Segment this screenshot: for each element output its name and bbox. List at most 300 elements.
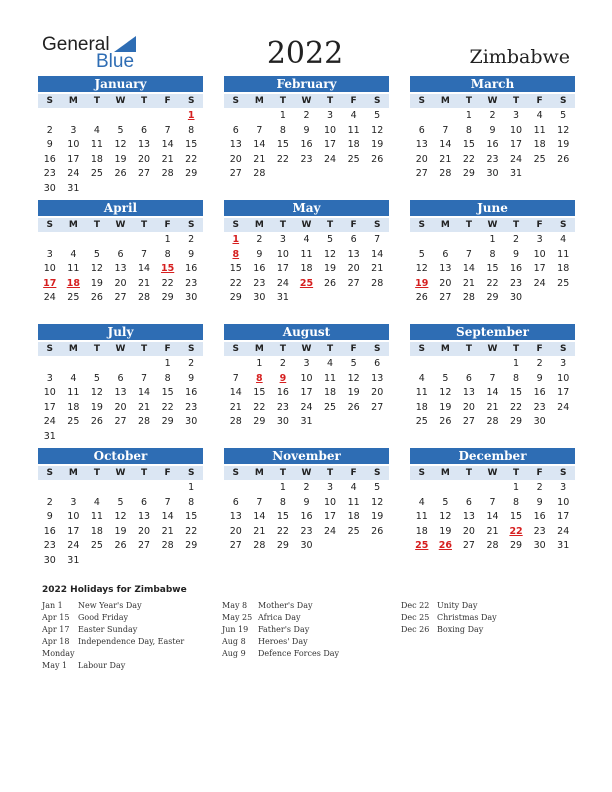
- day-cell: 27: [371, 401, 384, 413]
- day-cell: 12: [439, 387, 452, 399]
- day-cell: 24: [67, 540, 80, 552]
- empty-day-cell: [109, 481, 133, 496]
- weekday-label: W: [301, 468, 312, 478]
- empty-day-cell: [62, 357, 86, 372]
- day-cell: 4: [560, 234, 567, 245]
- day-cell: 16: [43, 525, 56, 537]
- weekday-label: M: [254, 96, 264, 106]
- holiday-date: Jun 19: [222, 625, 249, 634]
- day-cell: 29: [253, 416, 266, 428]
- day-cell: 28: [161, 540, 174, 552]
- weekday-label: S: [418, 96, 426, 106]
- month-may: [224, 200, 389, 306]
- day-cell: 9: [46, 511, 53, 523]
- day-cell: 6: [117, 372, 124, 384]
- weekday-label: T: [465, 96, 472, 106]
- month-march: [410, 76, 575, 182]
- day-cell: 28: [253, 168, 266, 180]
- holiday-date: Apr 18: [42, 637, 70, 646]
- day-cell: 26: [557, 153, 570, 165]
- day-cell: 5: [442, 372, 449, 384]
- day-cell: 11: [300, 248, 313, 260]
- day-cell: 1: [256, 358, 263, 369]
- day-cell: 28: [439, 168, 452, 180]
- day-cell: 11: [90, 511, 103, 523]
- day-cell: 26: [371, 153, 384, 165]
- day-cell: 24: [557, 525, 570, 537]
- day-cell: 13: [114, 263, 127, 275]
- day-cell: 17: [300, 387, 313, 399]
- page-title-year: 2022: [266, 36, 344, 71]
- day-cell: 29: [161, 416, 174, 428]
- day-cell: 8: [279, 496, 286, 508]
- day-cell: 17: [324, 511, 337, 523]
- weekday-label: F: [164, 96, 171, 106]
- day-cell: 17: [557, 387, 570, 399]
- day-cell: 3: [70, 124, 77, 136]
- empty-day-cell: [410, 357, 434, 372]
- weekday-label: T: [465, 468, 472, 478]
- weekday-label: T: [512, 220, 520, 230]
- day-cell: 1: [513, 358, 520, 369]
- day-cell: 8: [465, 124, 472, 136]
- day-cell: 16: [43, 153, 56, 165]
- month-january: [38, 76, 203, 197]
- day-cell: 20: [229, 525, 242, 537]
- day-cell: 21: [253, 525, 266, 537]
- weekday-header: [224, 94, 389, 108]
- day-cell: 3: [303, 358, 310, 369]
- weekday-label: S: [187, 220, 195, 230]
- day-cell: 3: [560, 358, 567, 369]
- holiday-row: [401, 600, 571, 612]
- day-cell: 21: [138, 277, 151, 289]
- weekday-label: M: [440, 344, 450, 354]
- holiday-row: [401, 624, 571, 636]
- empty-day-cell: [109, 357, 133, 372]
- weekday-label: W: [487, 468, 498, 478]
- day-cell: 5: [93, 372, 100, 384]
- day-grid: [410, 233, 575, 306]
- holiday-day-cell: 18: [66, 277, 80, 289]
- day-cell: 10: [510, 124, 523, 136]
- day-cell: 24: [276, 277, 289, 289]
- day-cell: 3: [70, 496, 77, 508]
- day-cell: 29: [510, 540, 523, 552]
- day-cell: 29: [185, 540, 198, 552]
- weekday-label: F: [350, 96, 357, 106]
- day-cell: 29: [510, 416, 523, 428]
- month-title: October: [38, 448, 203, 464]
- day-cell: 16: [533, 387, 546, 399]
- weekday-label: M: [68, 96, 78, 106]
- weekday-label: F: [350, 220, 357, 230]
- holiday-column: [222, 600, 392, 660]
- weekday-label: T: [93, 468, 100, 478]
- day-cell: 6: [374, 358, 381, 369]
- day-cell: 6: [418, 124, 425, 136]
- day-cell: 24: [510, 153, 523, 165]
- holiday-row: [222, 648, 392, 660]
- day-cell: 17: [557, 511, 570, 523]
- weekday-label: M: [254, 344, 264, 354]
- weekday-label: W: [115, 96, 126, 106]
- day-cell: 20: [138, 525, 151, 537]
- day-cell: 9: [303, 496, 310, 508]
- day-cell: 29: [462, 168, 475, 180]
- empty-day-cell: [62, 481, 86, 496]
- day-cell: 21: [253, 153, 266, 165]
- weekday-label: F: [350, 344, 357, 354]
- day-cell: 22: [161, 277, 174, 289]
- day-cell: 2: [256, 234, 263, 245]
- day-cell: 3: [327, 482, 334, 493]
- day-cell: 27: [114, 292, 127, 304]
- day-cell: 16: [253, 263, 266, 275]
- day-cell: 13: [439, 263, 452, 275]
- day-grid: [410, 357, 575, 430]
- day-cell: 27: [415, 168, 428, 180]
- weekday-label: T: [140, 220, 148, 230]
- day-cell: 9: [46, 139, 53, 151]
- holiday-date: May 8: [222, 601, 248, 610]
- day-cell: 18: [557, 263, 570, 275]
- day-cell: 10: [557, 372, 570, 384]
- month-title: September: [410, 324, 575, 340]
- holiday-name: Father's Day: [258, 625, 310, 634]
- day-cell: 26: [347, 401, 360, 413]
- holiday-name: Defence Forces Day: [258, 649, 340, 658]
- day-cell: 31: [557, 540, 570, 552]
- holiday-date: Dec 25: [401, 613, 430, 622]
- holiday-name: Independence Day, Easter: [78, 637, 185, 646]
- empty-day-cell: [156, 430, 180, 445]
- day-cell: 18: [347, 139, 360, 151]
- day-cell: 23: [510, 277, 523, 289]
- weekday-label: F: [536, 344, 543, 354]
- empty-day-cell: [109, 109, 133, 124]
- month-november: [224, 448, 389, 554]
- day-cell: 10: [67, 511, 80, 523]
- weekday-label: T: [512, 96, 520, 106]
- day-cell: 1: [188, 482, 195, 493]
- day-cell: 13: [229, 511, 242, 523]
- day-cell: 6: [117, 248, 124, 260]
- empty-day-cell: [156, 481, 180, 496]
- day-cell: 25: [533, 153, 546, 165]
- day-cell: 29: [185, 168, 198, 180]
- day-grid: [224, 233, 389, 306]
- day-cell: 20: [114, 401, 127, 413]
- weekday-label: T: [326, 468, 334, 478]
- day-cell: 9: [256, 248, 263, 260]
- day-cell: 20: [229, 153, 242, 165]
- day-cell: 17: [67, 525, 80, 537]
- day-cell: 14: [229, 387, 242, 399]
- month-august: [224, 324, 389, 430]
- weekday-label: T: [279, 96, 286, 106]
- weekday-label: T: [93, 344, 100, 354]
- weekday-label: W: [301, 96, 312, 106]
- day-cell: 21: [138, 401, 151, 413]
- weekday-label: T: [140, 96, 148, 106]
- holiday-day-cell: 25: [415, 540, 429, 552]
- holiday-name: Unity Day: [437, 601, 478, 610]
- day-cell: 16: [300, 139, 313, 151]
- weekday-label: S: [373, 220, 381, 230]
- weekday-label: F: [536, 96, 543, 106]
- day-cell: 12: [439, 511, 452, 523]
- day-cell: 8: [164, 372, 171, 384]
- day-cell: 22: [253, 401, 266, 413]
- day-cell: 24: [67, 168, 80, 180]
- empty-day-cell: [38, 357, 62, 372]
- day-cell: 24: [300, 401, 313, 413]
- weekday-label: W: [487, 96, 498, 106]
- day-cell: 12: [415, 263, 428, 275]
- day-cell: 30: [253, 292, 266, 304]
- day-cell: 25: [90, 168, 103, 180]
- holiday-date: Apr 17: [42, 625, 70, 634]
- holiday-day-cell: 1: [187, 110, 195, 121]
- day-cell: 12: [324, 248, 337, 260]
- day-cell: 12: [371, 124, 384, 136]
- day-cell: 17: [67, 153, 80, 165]
- holiday-row: [222, 624, 392, 636]
- month-june: [410, 200, 575, 306]
- empty-day-cell: [318, 167, 342, 182]
- weekday-label: T: [93, 96, 100, 106]
- holiday-day-cell: 8: [256, 372, 263, 384]
- empty-day-cell: [434, 481, 458, 496]
- weekday-label: T: [279, 468, 286, 478]
- weekday-label: T: [140, 468, 148, 478]
- holiday-name: Boxing Day: [437, 625, 484, 634]
- day-cell: 21: [161, 153, 174, 165]
- day-cell: 30: [486, 168, 499, 180]
- holiday-column: [42, 600, 212, 672]
- weekday-header: [410, 466, 575, 480]
- day-cell: 2: [536, 482, 543, 493]
- holiday-day-cell: 19: [415, 277, 429, 289]
- day-cell: 20: [138, 153, 151, 165]
- empty-day-cell: [132, 182, 156, 197]
- empty-day-cell: [38, 481, 62, 496]
- weekday-header: [410, 342, 575, 356]
- empty-day-cell: [248, 481, 272, 496]
- day-cell: 25: [90, 540, 103, 552]
- day-cell: 21: [161, 525, 174, 537]
- day-cell: 17: [324, 139, 337, 151]
- day-cell: 14: [138, 263, 151, 275]
- day-cell: 26: [324, 277, 337, 289]
- day-cell: 20: [462, 525, 475, 537]
- day-cell: 19: [347, 387, 360, 399]
- empty-day-cell: [457, 357, 481, 372]
- day-cell: 23: [43, 540, 56, 552]
- day-cell: 7: [141, 372, 148, 384]
- day-cell: 18: [533, 139, 546, 151]
- day-cell: 20: [439, 277, 452, 289]
- day-cell: 5: [117, 496, 124, 508]
- day-cell: 28: [138, 416, 151, 428]
- day-cell: 26: [439, 416, 452, 428]
- weekday-label: S: [232, 468, 240, 478]
- empty-day-cell: [85, 109, 109, 124]
- weekday-header: [38, 218, 203, 232]
- day-cell: 15: [462, 139, 475, 151]
- day-cell: 7: [489, 372, 496, 384]
- day-cell: 18: [67, 401, 80, 413]
- day-cell: 24: [324, 153, 337, 165]
- day-cell: 6: [232, 124, 239, 136]
- logo-blue-text: Blue: [96, 51, 135, 72]
- day-cell: 10: [43, 263, 56, 275]
- month-title: June: [410, 200, 575, 216]
- day-cell: 23: [185, 401, 198, 413]
- day-cell: 21: [229, 401, 242, 413]
- day-cell: 30: [510, 292, 523, 304]
- logo-general-text: General: [42, 34, 110, 55]
- day-grid: [224, 357, 389, 430]
- day-cell: 7: [256, 496, 263, 508]
- day-cell: 31: [43, 430, 56, 442]
- day-cell: 6: [465, 496, 472, 508]
- day-cell: 28: [371, 277, 384, 289]
- holiday-name: Good Friday: [78, 613, 129, 622]
- day-cell: 21: [462, 277, 475, 289]
- day-cell: 19: [557, 139, 570, 151]
- day-cell: 7: [141, 248, 148, 260]
- day-cell: 1: [279, 110, 286, 121]
- day-cell: 14: [253, 139, 266, 151]
- day-cell: 4: [350, 482, 357, 493]
- day-cell: 31: [300, 416, 313, 428]
- day-cell: 5: [374, 482, 381, 493]
- day-cell: 19: [371, 511, 384, 523]
- day-cell: 13: [371, 372, 384, 384]
- weekday-label: S: [559, 96, 567, 106]
- weekday-label: S: [373, 468, 381, 478]
- weekday-label: W: [487, 344, 498, 354]
- day-cell: 7: [256, 124, 263, 136]
- day-cell: 15: [185, 139, 198, 151]
- holiday-name: New Year's Day: [78, 601, 142, 610]
- day-cell: 10: [557, 496, 570, 508]
- weekday-header: [224, 466, 389, 480]
- day-cell: 31: [67, 554, 80, 566]
- day-cell: 31: [67, 182, 80, 194]
- holiday-row: [222, 612, 392, 624]
- day-cell: 15: [161, 387, 174, 399]
- day-cell: 13: [347, 248, 360, 260]
- weekday-label: S: [418, 220, 426, 230]
- day-cell: 12: [114, 511, 127, 523]
- day-cell: 19: [324, 263, 337, 275]
- holiday-row: [42, 612, 212, 624]
- empty-day-cell: [457, 481, 481, 496]
- day-cell: 13: [229, 139, 242, 151]
- day-cell: 8: [164, 248, 171, 260]
- day-cell: 14: [253, 511, 266, 523]
- day-cell: 11: [67, 263, 80, 275]
- weekday-header: [38, 94, 203, 108]
- day-cell: 4: [418, 372, 425, 384]
- day-cell: 14: [161, 511, 174, 523]
- day-cell: 21: [486, 525, 499, 537]
- weekday-label: T: [326, 344, 334, 354]
- day-cell: 9: [303, 124, 310, 136]
- country-name: Zimbabwe: [469, 46, 570, 68]
- day-cell: 23: [43, 168, 56, 180]
- holiday-column: [401, 600, 571, 636]
- day-cell: 15: [253, 387, 266, 399]
- day-cell: 30: [43, 182, 56, 194]
- day-cell: 16: [533, 511, 546, 523]
- holiday-date: Aug 9: [222, 649, 246, 658]
- holiday-name: Labour Day: [78, 661, 126, 670]
- day-cell: 17: [510, 139, 523, 151]
- weekday-label: M: [68, 344, 78, 354]
- empty-day-cell: [224, 481, 248, 496]
- holiday-row: [42, 624, 212, 636]
- logo-triangle-icon: [114, 36, 136, 52]
- day-cell: 14: [439, 139, 452, 151]
- holiday-day-cell: 1: [232, 234, 240, 245]
- day-cell: 1: [465, 110, 472, 121]
- day-cell: 2: [489, 110, 496, 121]
- weekday-label: S: [187, 468, 195, 478]
- holiday-day-cell: 9: [279, 372, 287, 384]
- day-cell: 31: [276, 292, 289, 304]
- day-cell: 22: [161, 401, 174, 413]
- month-title: March: [410, 76, 575, 92]
- day-cell: 18: [90, 525, 103, 537]
- empty-day-cell: [271, 167, 295, 182]
- day-cell: 18: [347, 511, 360, 523]
- day-cell: 17: [43, 401, 56, 413]
- day-cell: 4: [418, 496, 425, 508]
- day-cell: 14: [138, 387, 151, 399]
- month-february: [224, 76, 389, 182]
- month-april: [38, 200, 203, 306]
- weekday-header: [410, 94, 575, 108]
- day-cell: 19: [114, 525, 127, 537]
- day-cell: 2: [188, 358, 195, 369]
- day-cell: 4: [70, 372, 77, 384]
- holiday-name: Africa Day: [258, 613, 301, 622]
- day-cell: 25: [67, 416, 80, 428]
- empty-day-cell: [179, 554, 203, 569]
- day-cell: 2: [188, 234, 195, 245]
- day-cell: 15: [486, 263, 499, 275]
- empty-day-cell: [365, 167, 389, 182]
- day-cell: 16: [185, 263, 198, 275]
- day-cell: 9: [188, 372, 195, 384]
- day-cell: 30: [533, 416, 546, 428]
- empty-day-cell: [85, 182, 109, 197]
- day-grid: [224, 109, 389, 182]
- day-cell: 14: [462, 263, 475, 275]
- weekday-label: M: [440, 468, 450, 478]
- day-cell: 23: [300, 525, 313, 537]
- day-cell: 3: [536, 234, 543, 245]
- holiday-name: Heroes' Day: [258, 637, 308, 646]
- holiday-row: [42, 636, 212, 648]
- holiday-day-cell: 26: [438, 540, 452, 552]
- weekday-label: M: [68, 220, 78, 230]
- day-cell: 25: [347, 153, 360, 165]
